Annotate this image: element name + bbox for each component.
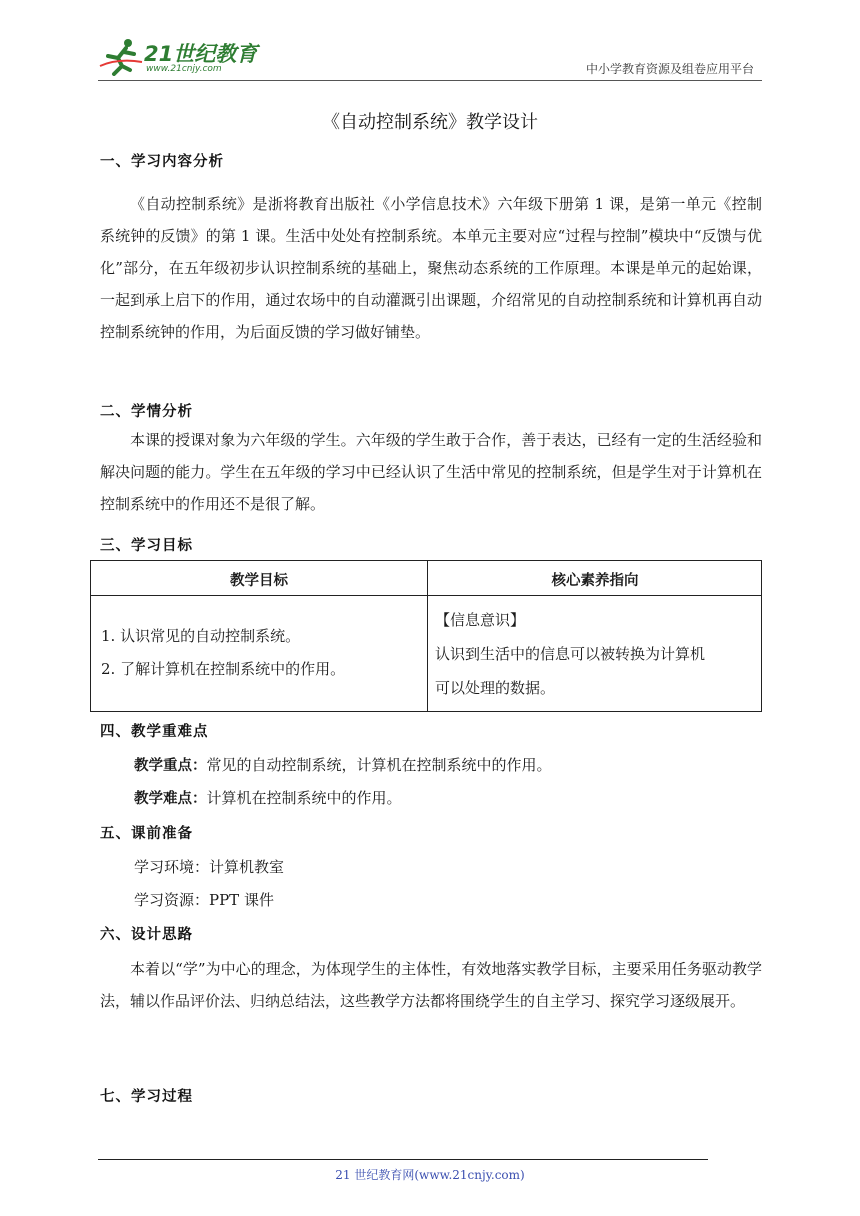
header-divider bbox=[98, 80, 762, 81]
site-logo[interactable] bbox=[98, 36, 268, 80]
section-heading-key-points: 四、教学重难点 bbox=[100, 724, 209, 740]
difficulty-text: 计算机在控制系统中的作用。 bbox=[206, 789, 402, 807]
footer-divider bbox=[98, 1159, 708, 1160]
section-heading-preparation: 五、课前准备 bbox=[100, 826, 193, 842]
goals-table bbox=[90, 560, 762, 712]
learning-resources: 学习资源：PPT 课件 bbox=[134, 891, 274, 909]
learning-environment: 学习环境：计算机教室 bbox=[134, 858, 285, 876]
literacy-tag: 【信息意识】 bbox=[435, 611, 526, 629]
key-point-line bbox=[134, 754, 552, 775]
table-header-teaching-goals: 教学目标 bbox=[230, 573, 288, 589]
document-title: 《自动控制系统》教学设计 bbox=[322, 112, 538, 133]
table-header-core-literacy: 核心素养指向 bbox=[551, 573, 639, 589]
page-header bbox=[98, 30, 762, 82]
table-header-divider bbox=[91, 595, 761, 596]
section-heading-learning-process: 七、学习过程 bbox=[100, 1089, 193, 1105]
logo-url: www.21cnjy.com bbox=[146, 64, 222, 74]
literacy-text-line: 可以处理的数据。 bbox=[435, 679, 556, 697]
section-heading-learning-goals: 三、学习目标 bbox=[100, 538, 193, 554]
runner-logo-icon bbox=[98, 36, 144, 76]
page-footer[interactable]: 21 世纪教育网(www.21cnjy.com) bbox=[335, 1168, 525, 1182]
platform-label: 中小学教育资源及组卷应用平台 bbox=[585, 62, 754, 76]
logo-text: 21世纪教育 bbox=[144, 42, 258, 66]
design-idea-paragraph: 本着以“学”为中心的理念，为体现学生的主体性，有效地落实教学目标，主要采用任务驱动教学法，辅以作品评价法、归纳总结法，这些教学方法都将围绕学生的自主学习、探究学习逐级展开。 bbox=[100, 960, 762, 1010]
difficulty-label: 教学难点： bbox=[134, 791, 207, 807]
key-point-text: 常见的自动控制系统，计算机在控制系统中的作用。 bbox=[206, 756, 552, 774]
section-heading-learner-analysis: 二、学情分析 bbox=[100, 404, 193, 420]
literacy-text-line: 认识到生活中的信息可以被转换为计算机 bbox=[435, 645, 706, 663]
content-analysis-paragraph: 《自动控制系统》是浙将教育出版社《小学信息技术》六年级下册第 1 课，是第一单元《控制系统钟的反馈》的第 1 课。生活中处处有控制系统。本单元主要对应“过程与控制”模块中“反馈与优化”部分，在五年级初步认识控制系统的基础上，聚焦动态系统的工作原理。本课是单元的起始课，一起到承上启下的作用，通过农场中的自动灌溉引出课题，介绍常见的自动控制系统和计算机再自动控制系统钟的作用，为后面反馈的学习做好铺垫。 bbox=[100, 195, 762, 341]
learner-analysis-paragraph: 本课的授课对象为六年级的学生。六年级的学生敢于合作，善于表达，已经有一定的生活经验和解决问题的能力。学生在五年级的学习中已经认识了生活中常见的控制系统，但是学生对于计算机在控制系统中的作用还不是很了解。 bbox=[100, 431, 762, 513]
section-heading-content-analysis: 一、学习内容分析 bbox=[100, 154, 224, 170]
goal-item: 2. 了解计算机在控制系统中的作用。 bbox=[101, 660, 346, 678]
section-heading-design-idea: 六、设计思路 bbox=[100, 927, 193, 943]
key-point-label: 教学重点： bbox=[134, 758, 207, 774]
goal-item: 1. 认识常见的自动控制系统。 bbox=[101, 627, 301, 645]
difficulty-line bbox=[134, 787, 402, 808]
